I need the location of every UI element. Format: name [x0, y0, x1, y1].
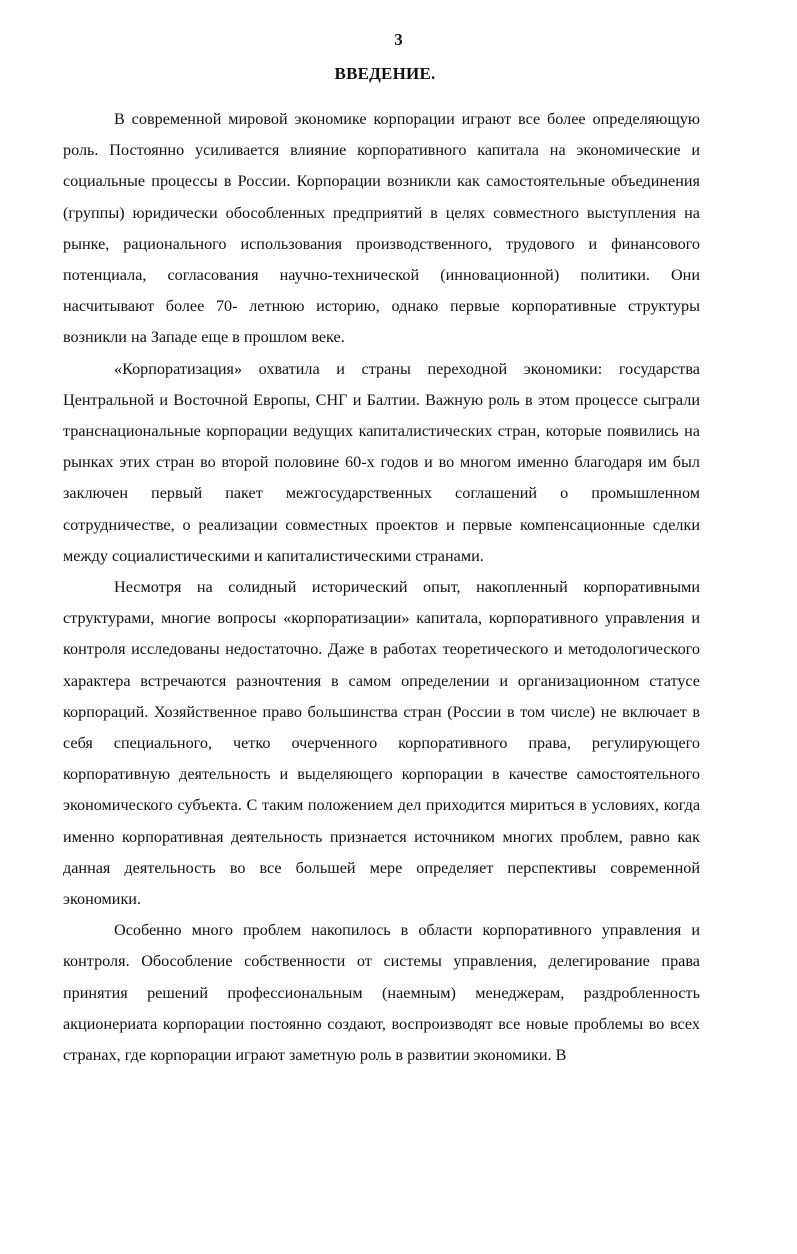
page-number: 3: [394, 30, 403, 49]
paragraph-3: Несмотря на солидный исторический опыт, накопленный корпоративными структурами, многие вопросы «корпоратизации» капитала, корпоративного управления и контроля исследованы недостаточно. Даже в работах теоретического и методологического характера встречаются разночтения в самом определении и организационном статусе корпораций. Хозяйственное право большинства стран (России в том числе) не включает в себя специального, четко очерченного корпоративного права, регулирующего корпоративную деятельность и выделяющего корпорации в качестве самостоятельного экономического субъекта. С таким положением дел приходится мириться в условиях, когда именно корпоративная деятельность признается источником многих проблем, равно как данная деятельность во все большей мере определяет перспективы современной экономики.: [63, 578, 700, 909]
text-body: [63, 104, 700, 1071]
paragraph-2: «Корпоратизация» охватила и страны переходной экономики: государства Центральной и Восточной Европы, СНГ и Балтии. Важную роль в этом процессе сыграли транснациональные корпорации ведущих капиталистических стран, которые появились на рынках этих стран во второй половине 60-х годов и во многом именно благодаря им был заключен первый пакет межгосударственных соглашений о промышленном сотрудничестве, о реализации совместных проектов и первые компенсационные сделки между социалистическими и капиталистическими странами.: [63, 359, 700, 565]
paragraph-1: В современной мировой экономике корпорации играют все более определяющую роль. Постоянно усиливается влияние корпоративного капитала на экономические и социальные процессы в России. Корпорации возникли как самостоятельные объединения (группы) юридически обособленных предприятий в целях совместного выступления на рынке, рационального использования производственного, трудового и финансового потенциала, согласования научно-технической (инновационной) политики. Они насчитывают более 70- летнюю историю, однако первые корпоративные структуры возникли на Западе еще в прошлом веке.: [63, 110, 700, 347]
paragraph-4: Особенно много проблем накопилось в области корпоративного управления и контроля. Обособление собственности от системы управления, делегирование права принятия решений профессиональным (наемным) менеджерам, раздробленность акционериата корпорации постоянно создают, воспроизводят все новые проблемы во всех странах, где корпорации играют заметную роль в развитии экономики. В: [63, 921, 700, 1065]
page-title: ВВЕДЕНИЕ.: [334, 64, 436, 83]
